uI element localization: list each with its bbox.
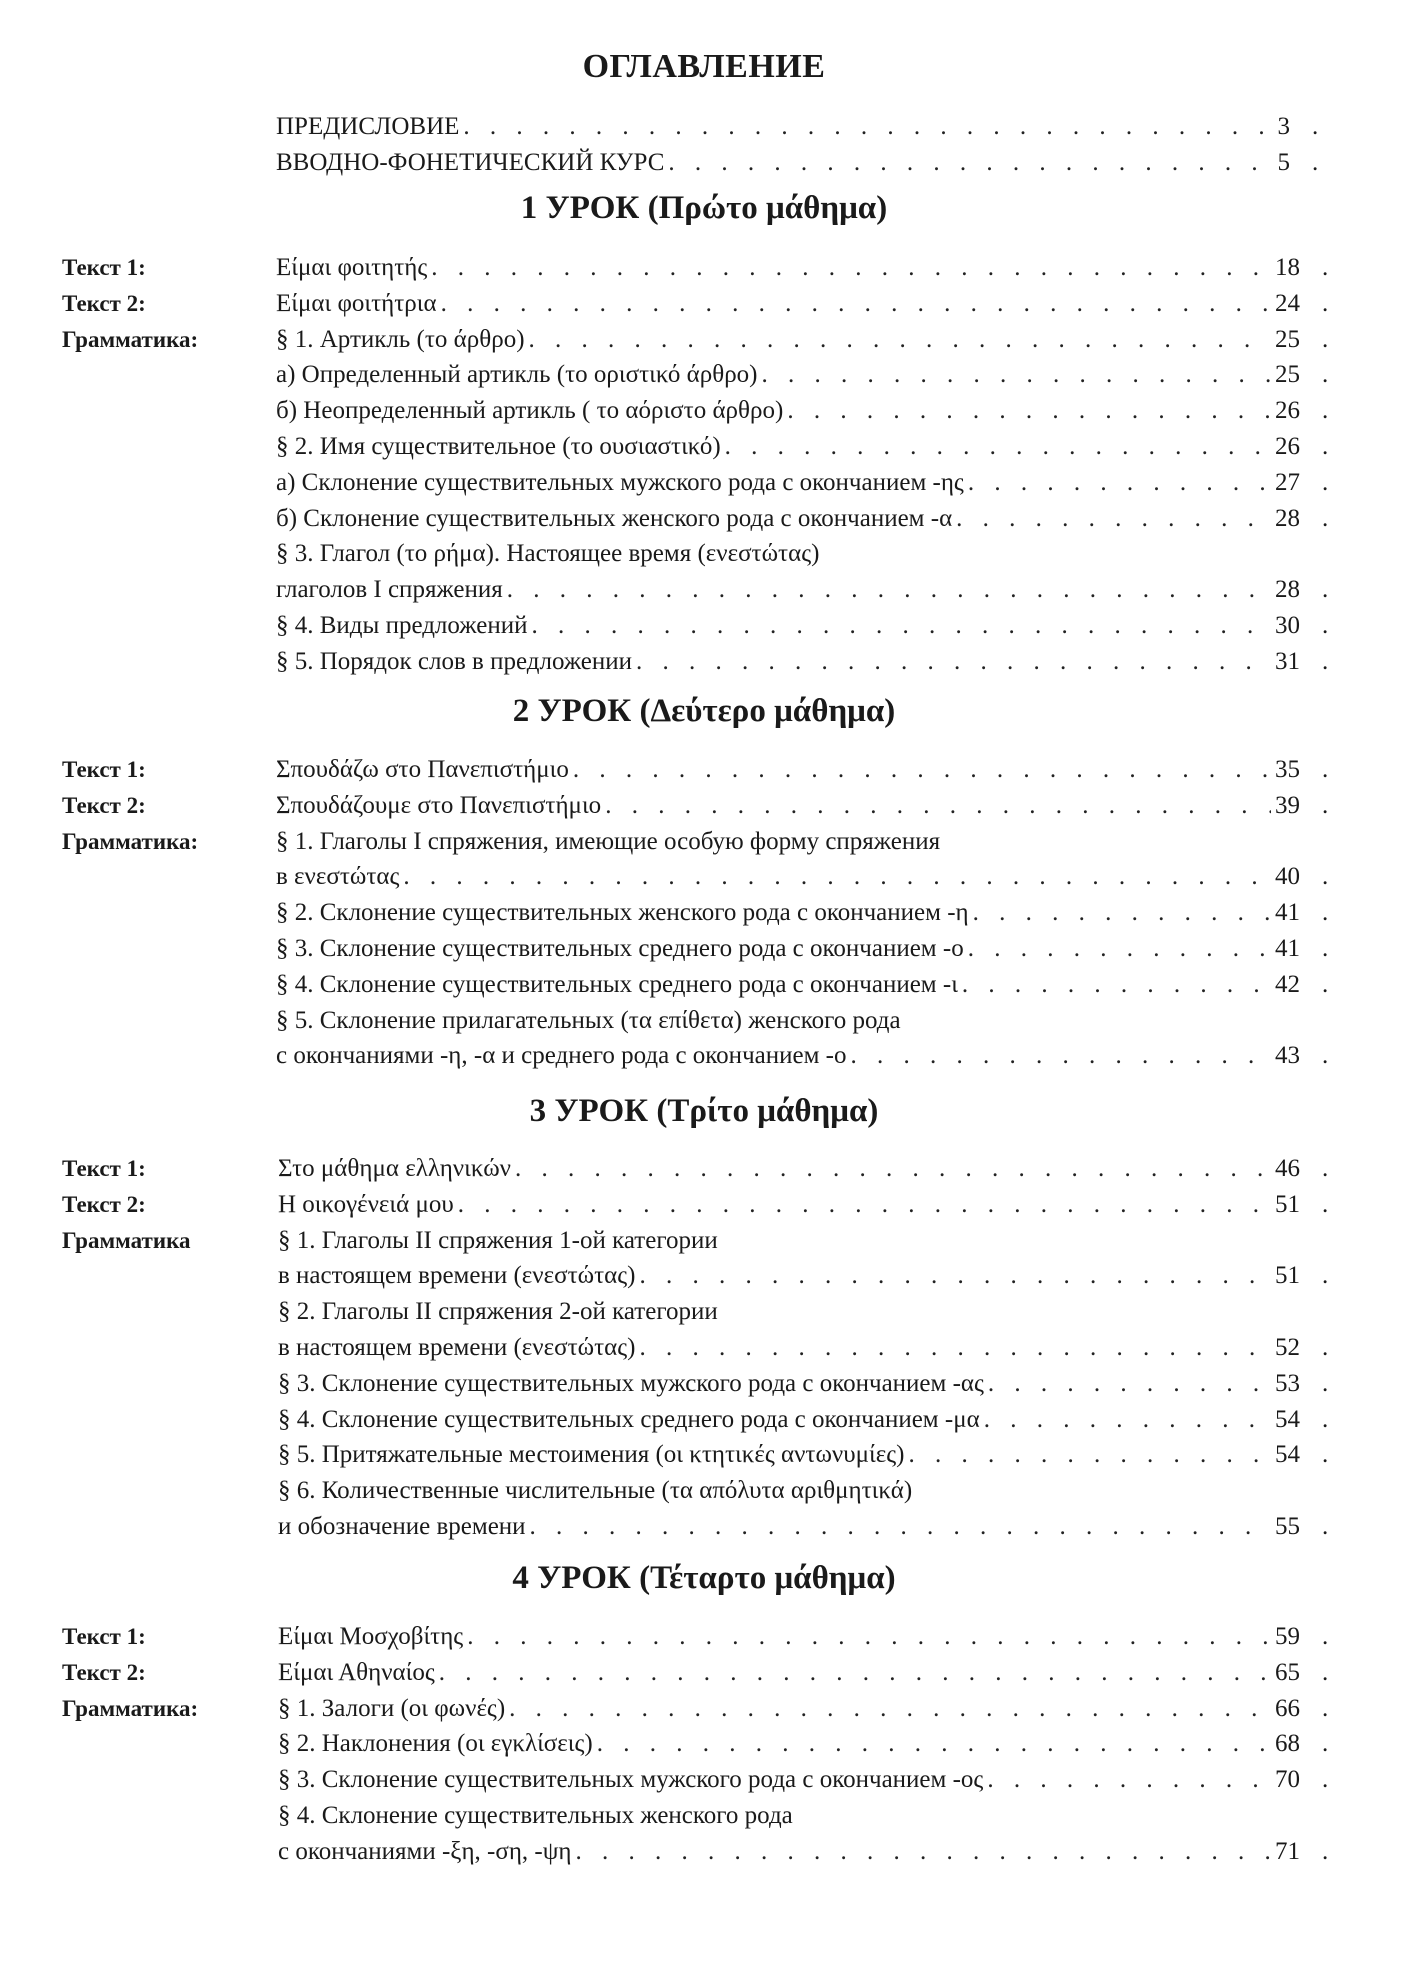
toc-entry <box>278 1619 1300 1655</box>
entry-text: Στο μάθημα ελληνικών <box>278 1155 511 1182</box>
entry-text: и обозначение времени <box>278 1513 526 1540</box>
leader-dots <box>575 1834 1271 1870</box>
row-label: Грамматика: <box>62 326 199 352</box>
toc-row <box>0 788 1408 824</box>
toc-row <box>0 429 1408 465</box>
entry-text: в ενεστώτας <box>276 863 400 891</box>
entry-text: б) Склонение существительных женского рода с окончанием -α <box>276 504 953 532</box>
toc-entry <box>276 931 1300 967</box>
leader-tail: . <box>1322 1155 1329 1182</box>
page-number: 71 <box>1275 1837 1300 1865</box>
leader-dots <box>962 967 1271 1003</box>
leader-tail: . <box>1322 1513 1329 1540</box>
leader-dots <box>987 1762 1271 1798</box>
toc-row <box>0 572 1408 608</box>
toc-entry <box>276 644 1300 680</box>
leader-dots <box>441 286 1271 322</box>
leader-dots <box>988 1366 1271 1402</box>
page-title: ОГЛАВЛЕНИЕ <box>582 48 826 85</box>
page-number: 3 <box>1277 113 1290 140</box>
leader-tail: . <box>1322 254 1329 281</box>
toc-row <box>0 322 1408 358</box>
toc-row <box>0 1330 1408 1366</box>
leader-tail: . <box>1322 361 1329 389</box>
toc-row <box>0 859 1408 895</box>
page-number: 39 <box>1275 791 1300 819</box>
toc-row <box>0 109 1408 145</box>
leader-tail: . <box>1322 433 1329 460</box>
toc-row <box>0 1762 1408 1798</box>
entry-text: § 5. Склонение прилагательных (τα επίθετα) женского рода <box>276 1006 901 1034</box>
leader-tail: . <box>1322 504 1329 532</box>
toc-row <box>0 931 1408 967</box>
page-number: 65 <box>1275 1658 1300 1686</box>
toc-row <box>0 1223 1408 1259</box>
leader-tail: . <box>1322 1262 1329 1290</box>
entry-text: § 4. Склонение существительных среднего рода с окончанием -μα <box>278 1405 980 1433</box>
leader-tail: . <box>1322 468 1329 496</box>
entry-text: § 5. Порядок слов в предложении <box>276 647 632 675</box>
page-number: 26 <box>1275 397 1300 425</box>
toc-row <box>0 1691 1408 1727</box>
row-label: Текст 2: <box>62 1191 146 1217</box>
row-label: Текст 2: <box>62 290 146 316</box>
entry-text: с окончаниями -ξη, -ση, -ψη <box>278 1837 572 1865</box>
page-number: 41 <box>1275 899 1300 927</box>
leader-dots <box>956 501 1271 537</box>
page-number: 25 <box>1275 325 1300 353</box>
toc-row <box>0 465 1408 501</box>
toc-row <box>0 1294 1408 1330</box>
toc-entry <box>278 1473 912 1509</box>
page-number: 68 <box>1275 1730 1300 1758</box>
leader-dots <box>507 572 1271 608</box>
page-number: 59 <box>1275 1623 1300 1650</box>
toc-entry <box>276 250 1300 286</box>
toc-entry <box>276 788 1300 824</box>
leader-dots <box>597 1726 1271 1762</box>
entry-text: Είμαι φοιτήτρια <box>276 289 437 317</box>
leader-tail: . <box>1322 863 1329 891</box>
leader-dots <box>431 250 1271 286</box>
toc-row <box>0 1151 1408 1187</box>
leader-dots <box>668 145 1273 181</box>
entry-text: Είμαι φοιτητής <box>276 254 428 281</box>
entry-text: в настоящем времени (ενεστώτας) <box>278 1262 636 1290</box>
page-number: 54 <box>1275 1405 1300 1433</box>
toc-row <box>0 145 1408 181</box>
toc-row <box>0 1366 1408 1402</box>
leader-dots <box>605 788 1271 824</box>
leader-tail: . <box>1322 289 1329 317</box>
lesson-title: 4 УРОК (Τέταρτο μάθημα) <box>512 1560 896 1596</box>
toc-row <box>0 250 1408 286</box>
leader-dots <box>439 1655 1271 1691</box>
leader-tail: . <box>1322 1730 1329 1758</box>
toc-row <box>0 1187 1408 1223</box>
entry-text: § 1. Артикль (το άρθρο) <box>276 325 525 353</box>
entry-text: § 4. Склонение существительных женского рода <box>278 1802 793 1829</box>
toc-entry <box>278 1258 1300 1294</box>
leader-tail: . <box>1322 1369 1329 1397</box>
toc-entry <box>276 357 1300 393</box>
leader-dots <box>973 895 1271 931</box>
toc-row <box>0 1402 1408 1438</box>
entry-text: § 1. Глаголы I спряжения, имеющие особую форму спряжения <box>276 827 941 855</box>
entry-text: § 2. Глаголы II спряжения 2-ой категории <box>278 1298 718 1326</box>
toc-entry <box>276 109 1290 145</box>
entry-text: § 3. Глагол (το ρήμα). Настоящее время (ενεστώτας) <box>276 540 820 568</box>
toc-entry <box>276 322 1300 358</box>
toc-entry <box>278 1655 1300 1691</box>
toc-entry <box>278 1834 1300 1870</box>
toc-entry <box>278 1402 1300 1438</box>
entry-text: ВВОДНО-ФОНЕТИЧЕСКИЙ КУРС <box>276 149 665 176</box>
toc-row <box>0 1473 1408 1509</box>
leader-tail: . <box>1322 1694 1329 1722</box>
entry-text: § 4. Склонение существительных среднего рода с окончанием -ι <box>276 970 958 998</box>
leader-dots <box>787 393 1271 429</box>
row-label: Текст 2: <box>62 792 146 818</box>
leader-tail: . <box>1322 1334 1329 1361</box>
toc-entry <box>278 1691 1300 1727</box>
toc-row <box>0 752 1408 788</box>
entry-text: § 4. Виды предложений <box>276 612 528 639</box>
toc-row <box>0 824 1408 860</box>
leader-tail: . <box>1322 325 1329 353</box>
page-number: 51 <box>1275 1190 1300 1218</box>
leader-dots <box>725 429 1271 465</box>
row-label: Текст 1: <box>62 1624 146 1649</box>
entry-text: § 3. Склонение существительных мужского рода с окончанием -ος <box>278 1766 984 1794</box>
toc-entry <box>278 1330 1300 1366</box>
entry-text: § 2. Имя существительное (το ουσιαστικό) <box>276 433 721 460</box>
leader-dots <box>530 1509 1271 1545</box>
leader-dots <box>639 1330 1271 1366</box>
toc-row <box>0 393 1408 429</box>
entry-text: а) Определенный артикль (το οριστικό άρθρο) <box>276 361 758 389</box>
page-number: 24 <box>1275 289 1300 317</box>
leader-tail: . <box>1322 899 1329 927</box>
toc-entry <box>276 286 1300 322</box>
toc-row <box>0 286 1408 322</box>
toc-entry <box>276 429 1300 465</box>
page-number: 53 <box>1275 1369 1300 1397</box>
toc-entry <box>276 393 1300 429</box>
leader-tail: . <box>1322 1658 1329 1686</box>
entry-text: Σπουδάζουμε στο Πανεπιστήμιο <box>276 791 602 819</box>
leader-dots <box>968 465 1271 501</box>
leader-tail: . <box>1322 1766 1329 1794</box>
toc-entry <box>276 1003 901 1039</box>
toc-row <box>0 1619 1408 1655</box>
page-number: 52 <box>1275 1334 1300 1361</box>
row-label: Текст 1: <box>62 1156 146 1181</box>
toc-row <box>0 1655 1408 1691</box>
toc-entry <box>278 1294 718 1330</box>
toc-entry <box>278 1509 1300 1545</box>
toc-row <box>0 895 1408 931</box>
row-label: Текст 2: <box>62 1659 146 1685</box>
leader-dots <box>636 644 1271 680</box>
entry-text: § 3. Склонение существительных мужского рода с окончанием -ας <box>278 1369 984 1397</box>
entry-text: с окончаниями -η, -α и среднего рода с окончанием -ο <box>276 1042 847 1070</box>
toc-row <box>0 501 1408 537</box>
page-number: 28 <box>1275 576 1300 604</box>
page-number: 27 <box>1275 468 1300 496</box>
leader-dots <box>762 357 1271 393</box>
entry-text: Σπουδάζω στο Πανεπιστήμιο <box>276 756 569 783</box>
lesson-title: 1 УРОК (Πρώτο μάθημα) <box>520 190 888 226</box>
page-number: 70 <box>1275 1766 1300 1794</box>
toc-entry <box>278 1437 1300 1473</box>
leader-dots <box>573 752 1271 788</box>
page-number: 30 <box>1275 612 1300 639</box>
leader-dots <box>463 109 1273 145</box>
toc-entry <box>276 608 1300 644</box>
entry-text: § 6. Количественные числительные (τα απόλυτα αριθμητικά) <box>278 1477 913 1505</box>
page-number: 55 <box>1275 1513 1300 1540</box>
page-number: 42 <box>1275 970 1300 998</box>
entry-text: § 2. Наклонения (οι εγκλίσεις) <box>278 1730 593 1758</box>
toc-row <box>0 608 1408 644</box>
leader-tail: . <box>1322 970 1329 998</box>
toc-entry <box>276 501 1300 537</box>
entry-text: Η οικογένειά μου <box>278 1190 454 1218</box>
toc-entry <box>278 1223 718 1259</box>
leader-tail: . <box>1322 1042 1329 1070</box>
toc-row <box>0 1258 1408 1294</box>
entry-text: в настоящем времени (ενεστώτας) <box>278 1334 636 1361</box>
entry-text: б) Неопределенный артикль ( το αόριστο άρθρο) <box>276 397 784 425</box>
entry-text: ПРЕДИСЛОВИЕ <box>276 113 460 140</box>
page-number: 40 <box>1275 863 1300 891</box>
leader-tail: . <box>1322 1405 1329 1433</box>
row-label: Грамматика: <box>62 828 199 854</box>
toc-entry <box>276 465 1300 501</box>
toc-entry <box>276 536 819 572</box>
leader-dots <box>467 1619 1271 1655</box>
toc-entry <box>276 145 1290 181</box>
page-number: 5 <box>1277 149 1290 176</box>
entry-text: глаголов I спряжения <box>276 576 503 604</box>
leader-tail: . <box>1322 647 1329 675</box>
toc-entry <box>276 1038 1300 1074</box>
leader-dots <box>968 931 1271 967</box>
toc-row <box>0 536 1408 572</box>
entry-text: § 5. Притяжательные местоимения (οι κτητικές αντωνυμίες) <box>278 1441 905 1469</box>
leader-dots <box>850 1038 1271 1074</box>
toc-entry <box>276 895 1300 931</box>
leader-dots <box>529 322 1271 358</box>
toc-row <box>0 1003 1408 1039</box>
toc-entry <box>276 752 1300 788</box>
leader-dots <box>509 1691 1271 1727</box>
entry-text: § 1. Залоги (οι φωνές) <box>278 1694 506 1722</box>
page-number: 51 <box>1275 1262 1300 1290</box>
page-number: 31 <box>1275 647 1300 675</box>
page-number: 35 <box>1275 756 1300 783</box>
leader-tail: . <box>1322 576 1329 604</box>
toc-row <box>0 1038 1408 1074</box>
toc-row <box>0 1726 1408 1762</box>
page-number: 25 <box>1275 361 1300 389</box>
page-number: 66 <box>1275 1694 1300 1722</box>
entry-text: § 2. Склонение существительных женского рода с окончанием -η <box>276 899 969 927</box>
toc-row <box>0 967 1408 1003</box>
toc-entry <box>278 1726 1300 1762</box>
leader-tail: . <box>1322 397 1329 425</box>
leader-tail: . <box>1322 1441 1329 1469</box>
toc-row <box>0 644 1408 680</box>
toc-entry <box>278 1798 793 1834</box>
page-number: 28 <box>1275 504 1300 532</box>
lesson-title: 2 УРОК (Δεύτερο μάθημα) <box>512 693 896 729</box>
leader-tail: . <box>1322 1623 1329 1650</box>
entry-text: § 3. Склонение существительных среднего рода с окончанием -ο <box>276 935 964 962</box>
lesson-title: 3 УРОК (Τρίτο μάθημα) <box>529 1093 879 1129</box>
toc-entry <box>276 859 1300 895</box>
leader-dots <box>403 859 1271 895</box>
leader-dots <box>531 608 1271 644</box>
toc-row <box>0 357 1408 393</box>
leader-dots <box>908 1437 1271 1473</box>
page-number: 18 <box>1275 254 1300 281</box>
toc-entry <box>276 967 1300 1003</box>
page-number: 54 <box>1275 1441 1300 1469</box>
entry-text: а) Склонение существительных мужского рода с окончанием -ης <box>276 468 964 496</box>
row-label: Грамматика <box>62 1227 191 1253</box>
leader-tail: . <box>1322 756 1329 783</box>
leader-dots <box>515 1151 1271 1187</box>
row-label: Текст 1: <box>62 757 146 782</box>
toc-entry <box>276 824 940 860</box>
row-label: Грамматика: <box>62 1695 199 1721</box>
leader-dots <box>984 1402 1271 1438</box>
leader-tail: . <box>1312 149 1319 176</box>
toc-row <box>0 1798 1408 1834</box>
leader-dots <box>639 1258 1271 1294</box>
page-number: 43 <box>1275 1042 1300 1070</box>
leader-tail: . <box>1322 612 1329 639</box>
toc-entry <box>278 1151 1300 1187</box>
toc-row <box>0 1437 1408 1473</box>
leader-tail: . <box>1322 1837 1329 1865</box>
toc-row <box>0 1834 1408 1870</box>
leader-tail: . <box>1322 1190 1329 1218</box>
toc-entry <box>278 1187 1300 1223</box>
entry-text: Είμαι Αθηναίος <box>278 1658 435 1686</box>
page-number: 26 <box>1275 433 1300 460</box>
leader-tail: . <box>1322 935 1329 962</box>
leader-tail: . <box>1322 791 1329 819</box>
leader-tail: . <box>1312 113 1319 140</box>
toc-entry <box>278 1762 1300 1798</box>
page-number: 41 <box>1275 935 1300 962</box>
toc-entry <box>278 1366 1300 1402</box>
toc-row <box>0 1509 1408 1545</box>
leader-dots <box>458 1187 1271 1223</box>
entry-text: § 1. Глаголы II спряжения 1-ой категории <box>278 1226 718 1254</box>
page-number: 46 <box>1275 1155 1300 1182</box>
entry-text: Είμαι Μοσχοβίτης <box>278 1623 464 1650</box>
row-label: Текст 1: <box>62 255 146 280</box>
toc-entry <box>276 572 1300 608</box>
